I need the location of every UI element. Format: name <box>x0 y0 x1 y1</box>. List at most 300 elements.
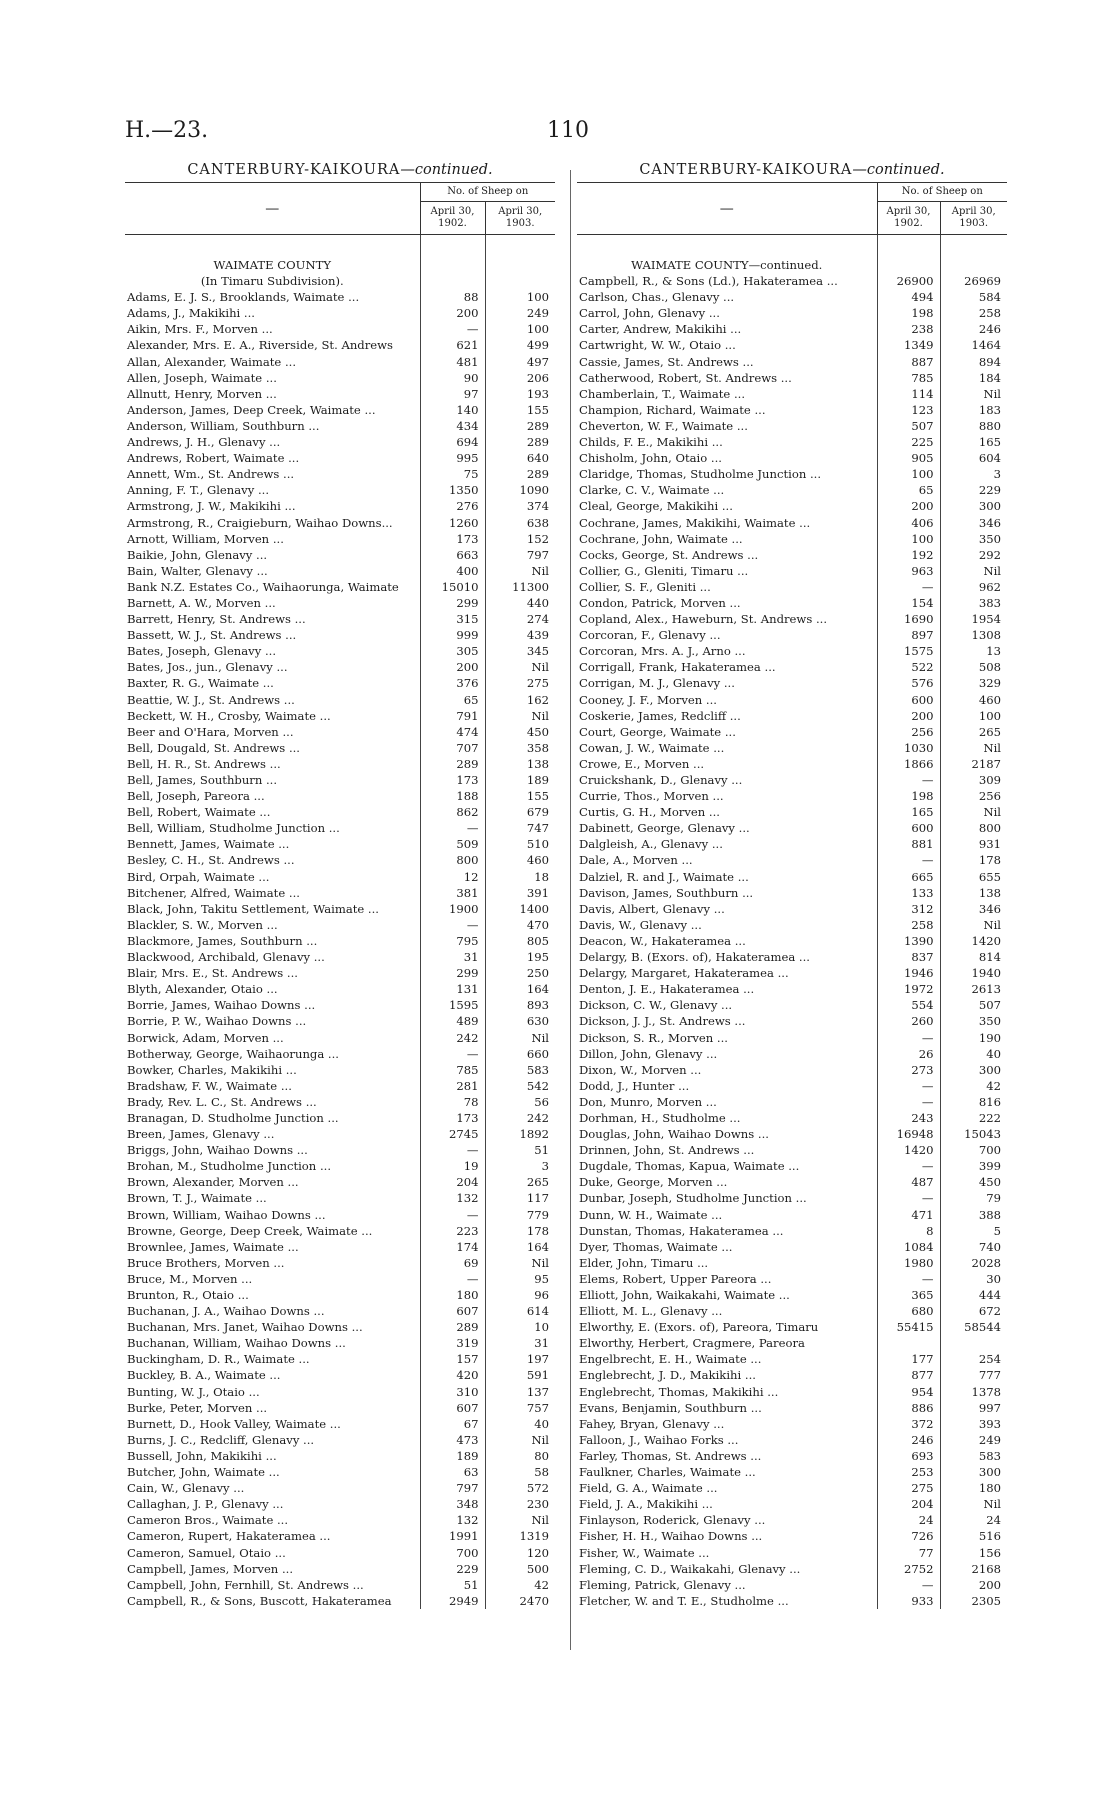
sheep-1902-cell: 707 <box>420 740 485 756</box>
sheep-1902-cell: — <box>420 1271 485 1287</box>
table-row <box>125 1512 555 1528</box>
owner-cell: Collier, S. F., Gleniti ... <box>579 579 711 594</box>
sheep-1903-cell: 393 <box>940 1416 1007 1432</box>
table-row <box>125 1174 555 1190</box>
sheep-1903-cell: 779 <box>485 1207 555 1223</box>
table-row <box>577 563 1007 579</box>
table-row <box>125 418 555 434</box>
sheep-1902-cell: 576 <box>877 675 940 691</box>
table-row <box>125 1593 555 1609</box>
sheep-1902-cell: 897 <box>877 627 940 643</box>
sheep-1903-cell: 510 <box>485 836 555 852</box>
table-row <box>125 708 555 724</box>
sheep-1902-cell: 200 <box>420 659 485 675</box>
sheep-1903-cell: 26969 <box>940 273 1007 289</box>
table-row <box>577 1158 1007 1174</box>
sheep-1902-cell: 133 <box>877 885 940 901</box>
owner-cell: Buchanan, J. A., Waihao Downs ... <box>127 1304 325 1319</box>
table-row <box>577 1255 1007 1271</box>
table-row <box>125 1335 555 1351</box>
owner-cell: Brady, Rev. L. C., St. Andrews ... <box>127 1094 317 1109</box>
sheep-1903-cell: 275 <box>485 675 555 691</box>
sheep-1903-cell: 178 <box>485 1223 555 1239</box>
sheep-1903-cell: 997 <box>940 1400 1007 1416</box>
owner-cell: Corrigan, M. J., Glenavy ... <box>579 676 735 691</box>
sheep-1902-cell: 319 <box>420 1335 485 1351</box>
owner-cell: Childs, F. E., Makikihi ... <box>579 435 723 450</box>
owner-cell: Annett, Wm., St. Andrews ... <box>127 467 295 482</box>
owner-cell: Blair, Mrs. E., St. Andrews ... <box>127 966 298 981</box>
table-row <box>125 675 555 691</box>
owner-cell: Elems, Robert, Upper Pareora ... <box>579 1271 772 1286</box>
sheep-1903-cell: 507 <box>940 997 1007 1013</box>
sheep-1903-cell: 30 <box>940 1271 1007 1287</box>
table-row <box>125 1319 555 1335</box>
sheep-1903-cell: 640 <box>485 450 555 466</box>
sheep-1902-cell: 726 <box>877 1528 940 1544</box>
owner-cell: Dugdale, Thomas, Kapua, Waimate ... <box>579 1159 800 1174</box>
sheep-1903-cell: 184 <box>940 370 1007 386</box>
right-header-group: No. of Sheep on <box>877 183 1007 202</box>
sheep-1902-cell: 243 <box>877 1110 940 1126</box>
sheep-1902-cell: 204 <box>877 1496 940 1512</box>
sheep-1902-cell: 260 <box>877 1013 940 1029</box>
sheep-1903-cell: 100 <box>485 321 555 337</box>
sheep-1902-cell: 165 <box>877 804 940 820</box>
sheep-1902-cell: 299 <box>420 595 485 611</box>
table-row <box>577 949 1007 965</box>
table-row <box>577 1303 1007 1319</box>
table-row <box>577 965 1007 981</box>
sheep-1902-cell: 600 <box>877 820 940 836</box>
sheep-1903-cell: 80 <box>485 1448 555 1464</box>
sheep-1903-cell: Nil <box>940 917 1007 933</box>
table-row <box>577 1480 1007 1496</box>
table-row <box>577 740 1007 756</box>
owner-cell: Bussell, John, Makikihi ... <box>127 1448 277 1463</box>
owner-cell: Falloon, J., Waihao Forks ... <box>579 1432 739 1447</box>
table-row <box>577 1335 1007 1351</box>
sheep-1902-cell: 522 <box>877 659 940 675</box>
table-row <box>125 386 555 402</box>
right-table <box>577 182 1007 1609</box>
table-row <box>577 1319 1007 1335</box>
sheep-1903-cell <box>940 1335 1007 1351</box>
owner-cell: Anning, F. T., Glenavy ... <box>127 483 270 498</box>
table-row <box>125 305 555 321</box>
table-row <box>577 482 1007 498</box>
left-title-suffix: —continued. <box>400 162 493 178</box>
owner-cell: Brohan, M., Studholme Junction ... <box>127 1159 332 1174</box>
owner-cell: Cowan, J. W., Waimate ... <box>579 740 725 755</box>
sheep-1903-cell: 15043 <box>940 1126 1007 1142</box>
sheep-1902-cell: 246 <box>877 1432 940 1448</box>
owner-cell: Bruce Brothers, Morven ... <box>127 1255 285 1270</box>
owner-cell: Blackmore, James, Southburn ... <box>127 933 318 948</box>
owner-cell: Burke, Peter, Morven ... <box>127 1400 268 1415</box>
sheep-1903-cell: 604 <box>940 450 1007 466</box>
table-row <box>577 692 1007 708</box>
owner-cell: Dunstan, Thomas, Hakateramea ... <box>579 1223 784 1238</box>
left-subsection-heading: (In Timaru Subdivision). <box>200 274 344 289</box>
table-row <box>577 354 1007 370</box>
table-row <box>125 1062 555 1078</box>
right-column <box>577 162 1007 1609</box>
table-row <box>577 337 1007 353</box>
table-row <box>577 402 1007 418</box>
owner-cell: Evans, Benjamin, Southburn ... <box>579 1400 762 1415</box>
sheep-1902-cell: 995 <box>420 450 485 466</box>
sheep-1903-cell: 138 <box>940 885 1007 901</box>
sheep-1903-cell: 2187 <box>940 756 1007 772</box>
owner-cell: Callaghan, J. P., Glenavy ... <box>127 1497 284 1512</box>
table-row <box>125 563 555 579</box>
sheep-1902-cell: 192 <box>877 547 940 563</box>
sheep-1903-cell: 614 <box>485 1303 555 1319</box>
table-row <box>577 852 1007 868</box>
table-row <box>125 595 555 611</box>
table-row <box>125 434 555 450</box>
right-title-text: CANTERBURY-KAIKOURA <box>639 162 853 178</box>
sheep-1903-cell: 1378 <box>940 1384 1007 1400</box>
sheep-1903-cell: 250 <box>485 965 555 981</box>
owner-cell: Dabinett, George, Glenavy ... <box>579 821 750 836</box>
table-row <box>125 1190 555 1206</box>
owner-cell: Blackler, S. W., Morven ... <box>127 917 278 932</box>
owner-cell: Armstrong, J. W., Makikihi ... <box>127 499 296 514</box>
owner-cell: Campbell, R., & Sons, Buscott, Hakateramea <box>127 1593 392 1608</box>
sheep-1903-cell: 79 <box>940 1190 1007 1206</box>
sheep-1903-cell: 962 <box>940 579 1007 595</box>
sheep-1902-cell: 693 <box>877 1448 940 1464</box>
owner-cell: Douglas, John, Waihao Downs ... <box>579 1127 769 1142</box>
sheep-1902-cell: 680 <box>877 1303 940 1319</box>
sheep-1902-cell: 420 <box>420 1367 485 1383</box>
left-header-col1: April 30, 1902. <box>420 202 485 235</box>
sheep-1902-cell: 100 <box>877 531 940 547</box>
sheep-1902-cell: 67 <box>420 1416 485 1432</box>
sheep-1903-cell: 162 <box>485 692 555 708</box>
sheep-1903-cell: 289 <box>485 466 555 482</box>
sheep-1902-cell: 700 <box>420 1545 485 1561</box>
owner-cell: Cassie, James, St. Andrews ... <box>579 354 754 369</box>
sheep-1902-cell: — <box>877 579 940 595</box>
sheep-1902-cell: 2949 <box>420 1593 485 1609</box>
table-row <box>125 1367 555 1383</box>
table-row <box>577 434 1007 450</box>
owner-cell: Dickson, S. R., Morven ... <box>579 1030 728 1045</box>
sheep-1903-cell: Nil <box>940 804 1007 820</box>
sheep-1902-cell: 905 <box>877 450 940 466</box>
table-row <box>125 402 555 418</box>
right-title-suffix: —continued. <box>852 162 945 178</box>
table-row <box>125 965 555 981</box>
sheep-1902-cell: 785 <box>877 370 940 386</box>
table-row <box>577 885 1007 901</box>
owner-cell: Cruickshank, D., Glenavy ... <box>579 773 743 787</box>
table-row <box>125 756 555 772</box>
owner-cell: Cain, W., Glenavy ... <box>127 1481 245 1496</box>
table-row <box>577 611 1007 627</box>
sheep-1903-cell: 58 <box>485 1464 555 1480</box>
owner-cell: Cleal, George, Makikihi ... <box>579 499 733 514</box>
table-row <box>125 1223 555 1239</box>
table-row <box>577 1174 1007 1190</box>
sheep-1902-cell: 114 <box>877 386 940 402</box>
table-row <box>125 321 555 337</box>
owner-cell: Brownlee, James, Waimate ... <box>127 1239 299 1254</box>
owner-cell: Chisholm, John, Otaio ... <box>579 451 722 466</box>
sheep-1903-cell: 2305 <box>940 1593 1007 1609</box>
table-row <box>577 1062 1007 1078</box>
sheep-1902-cell: 78 <box>420 1094 485 1110</box>
owner-cell: Dickson, C. W., Glenavy ... <box>579 998 733 1013</box>
owner-cell: Cheverton, W. F., Waimate ... <box>579 418 748 433</box>
sheep-1903-cell: 40 <box>940 1046 1007 1062</box>
owner-cell: Browne, George, Deep Creek, Waimate ... <box>127 1223 373 1238</box>
sheep-1902-cell: 132 <box>420 1512 485 1528</box>
sheep-1903-cell: 180 <box>940 1480 1007 1496</box>
owner-cell: Carrol, John, Glenavy ... <box>579 306 720 321</box>
sheep-1902-cell: 8 <box>877 1223 940 1239</box>
sheep-1903-cell: 256 <box>940 788 1007 804</box>
sheep-1902-cell: 258 <box>877 917 940 933</box>
sheep-1903-cell: 500 <box>485 1561 555 1577</box>
owner-cell: Beattie, W. J., St. Andrews ... <box>127 692 295 707</box>
sheep-1902-cell: — <box>420 820 485 836</box>
table-row <box>125 836 555 852</box>
table-row <box>125 1094 555 1110</box>
sheep-1902-cell: 621 <box>420 337 485 353</box>
table-row <box>125 1303 555 1319</box>
owner-cell: Delargy, Margaret, Hakateramea ... <box>579 966 789 981</box>
sheep-1902-cell: 886 <box>877 1400 940 1416</box>
sheep-1903-cell: 1954 <box>940 611 1007 627</box>
sheep-1902-cell: 90 <box>420 370 485 386</box>
table-row <box>577 531 1007 547</box>
sheep-1903-cell: 300 <box>940 498 1007 514</box>
sheep-1902-cell: — <box>420 1207 485 1223</box>
table-row <box>577 418 1007 434</box>
sheep-1903-cell: 638 <box>485 515 555 531</box>
sheep-1902-cell: 88 <box>420 289 485 305</box>
sheep-1903-cell: 258 <box>940 305 1007 321</box>
owner-cell: Corcoran, F., Glenavy ... <box>579 628 721 643</box>
sheep-1902-cell: 372 <box>877 1416 940 1432</box>
sheep-1902-cell: 471 <box>877 1207 940 1223</box>
owner-cell: Duke, George, Morven ... <box>579 1175 728 1190</box>
sheep-1903-cell: 206 <box>485 370 555 386</box>
sheep-1903-cell: 374 <box>485 498 555 514</box>
sheep-1902-cell: 800 <box>420 852 485 868</box>
sheep-1902-cell: 198 <box>877 788 940 804</box>
table-row <box>577 1046 1007 1062</box>
sheep-1902-cell: 1390 <box>877 933 940 949</box>
sheep-1902-cell: 600 <box>877 692 940 708</box>
sheep-1902-cell: 97 <box>420 386 485 402</box>
sheep-1903-cell: 880 <box>940 418 1007 434</box>
owner-cell: Borwick, Adam, Morven ... <box>127 1030 284 1045</box>
sheep-1903-cell: 10 <box>485 1319 555 1335</box>
sheep-1903-cell: 508 <box>940 659 1007 675</box>
table-row <box>125 692 555 708</box>
sheep-1902-cell: 1946 <box>877 965 940 981</box>
table-row <box>125 1207 555 1223</box>
table-row <box>125 498 555 514</box>
table-row <box>125 1496 555 1512</box>
table-row <box>125 1126 555 1142</box>
table-row <box>577 370 1007 386</box>
sheep-1902-cell: 315 <box>420 611 485 627</box>
right-header-blank: — <box>577 183 877 235</box>
owner-cell: Elworthy, Herbert, Cragmere, Pareora <box>579 1336 805 1351</box>
owner-cell: Curtis, G. H., Morven ... <box>579 805 720 820</box>
sheep-1903-cell: 193 <box>485 386 555 402</box>
table-row <box>125 1046 555 1062</box>
sheep-1902-cell: 55415 <box>877 1319 940 1335</box>
table-row <box>125 885 555 901</box>
table-row <box>125 1464 555 1480</box>
sheep-1903-cell: 178 <box>940 852 1007 868</box>
left-table <box>125 182 555 1609</box>
sheep-1902-cell: 877 <box>877 1367 940 1383</box>
sheep-1902-cell: 1972 <box>877 981 940 997</box>
table-row <box>577 595 1007 611</box>
sheep-1903-cell: Nil <box>940 386 1007 402</box>
sheep-1902-cell: 663 <box>420 547 485 563</box>
sheep-1902-cell: 1420 <box>877 1142 940 1158</box>
owner-cell: Elliott, John, Waikakahi, Waimate ... <box>579 1288 790 1302</box>
owner-cell: Besley, C. H., St. Andrews ... <box>127 853 295 868</box>
sheep-1902-cell: 289 <box>420 1319 485 1335</box>
sheep-1903-cell: 679 <box>485 804 555 820</box>
owner-cell: Arnott, William, Morven ... <box>127 531 284 546</box>
sheep-1903-cell: 230 <box>485 1496 555 1512</box>
sheep-1902-cell: 132 <box>420 1190 485 1206</box>
owner-cell: Denton, J. E., Hakateramea ... <box>579 982 755 997</box>
sheep-1903-cell: 660 <box>485 1046 555 1062</box>
sheep-1902-cell: 51 <box>420 1577 485 1593</box>
sheep-1903-cell: 3 <box>940 466 1007 482</box>
table-row <box>125 917 555 933</box>
table-row <box>577 675 1007 691</box>
table-row <box>125 981 555 997</box>
table-row <box>125 1416 555 1432</box>
table-row <box>125 1158 555 1174</box>
sheep-1902-cell: 174 <box>420 1239 485 1255</box>
sheep-1902-cell: 665 <box>877 869 940 885</box>
owner-cell: Dale, A., Morven ... <box>579 853 693 868</box>
table-row <box>125 1351 555 1367</box>
left-header-blank: — <box>125 183 420 235</box>
table-row <box>577 450 1007 466</box>
owner-cell: Botherway, George, Waihaorunga ... <box>127 1046 339 1061</box>
sheep-1903-cell: 183 <box>940 402 1007 418</box>
sheep-1902-cell: 509 <box>420 836 485 852</box>
table-row <box>125 1528 555 1544</box>
owner-cell: Faulkner, Charles, Waimate ... <box>579 1465 756 1480</box>
sheep-1903-cell: 383 <box>940 595 1007 611</box>
table-row <box>125 820 555 836</box>
owner-cell: Bassett, W. J., St. Andrews ... <box>127 628 297 643</box>
sheep-1902-cell: 487 <box>877 1174 940 1190</box>
sheep-1902-cell: 348 <box>420 1496 485 1512</box>
page-reference: H.—23. <box>125 118 209 143</box>
sheep-1903-cell: 388 <box>940 1207 1007 1223</box>
sheep-1903-cell: 800 <box>940 820 1007 836</box>
owner-cell: Coskerie, James, Redcliff ... <box>579 708 741 723</box>
owner-cell: Burns, J. C., Redcliff, Glenavy ... <box>127 1432 315 1447</box>
sheep-1902-cell: 273 <box>877 1062 940 1078</box>
right-header-col1: April 30, 1902. <box>877 202 940 235</box>
table-row <box>577 1207 1007 1223</box>
owner-cell: Cochrane, John, Waimate ... <box>579 531 743 546</box>
sheep-1903-cell: 399 <box>940 1158 1007 1174</box>
sheep-1903-cell: 439 <box>485 627 555 643</box>
owner-cell: Catherwood, Robert, St. Andrews ... <box>579 370 792 385</box>
owner-cell: Black, John, Takitu Settlement, Waimate ... <box>127 901 379 916</box>
table-row <box>125 370 555 386</box>
sheep-1902-cell: 1980 <box>877 1255 940 1271</box>
table-row <box>577 1448 1007 1464</box>
owner-cell: Bell, Robert, Waimate ... <box>127 805 271 820</box>
sheep-1903-cell: 2470 <box>485 1593 555 1609</box>
right-title <box>577 162 1007 178</box>
table-row <box>125 949 555 965</box>
sheep-1902-cell: 242 <box>420 1030 485 1046</box>
owner-cell: Davis, W., Glenavy ... <box>579 917 702 932</box>
sheep-1903-cell: 164 <box>485 981 555 997</box>
owner-cell: Chamberlain, T., Waimate ... <box>579 386 746 401</box>
owner-cell: Allan, Alexander, Waimate ... <box>127 354 297 369</box>
sheep-1903-cell: 189 <box>485 772 555 788</box>
sheep-1902-cell: 12 <box>420 869 485 885</box>
sheep-1903-cell: 747 <box>485 820 555 836</box>
sheep-1903-cell: 931 <box>940 836 1007 852</box>
table-row <box>577 1271 1007 1287</box>
left-section-heading: WAIMATE COUNTY <box>213 258 331 272</box>
owner-cell: Campbell, R., & Sons (Ld.), Hakateramea ... <box>579 274 838 289</box>
table-row <box>125 869 555 885</box>
owner-cell: Cameron, Rupert, Hakateramea ... <box>127 1529 331 1544</box>
sheep-1903-cell: 1308 <box>940 627 1007 643</box>
owner-cell: Campbell, James, Morven ... <box>127 1561 294 1576</box>
owner-cell: Bell, William, Studholme Junction ... <box>127 821 340 836</box>
owner-cell: Cochrane, James, Makikihi, Waimate ... <box>579 515 811 530</box>
sheep-1903-cell: 120 <box>485 1545 555 1561</box>
table-row <box>577 386 1007 402</box>
table-row <box>577 466 1007 482</box>
sheep-1903-cell: 11300 <box>485 579 555 595</box>
table-row <box>577 1512 1007 1528</box>
table-row <box>577 1110 1007 1126</box>
sheep-1902-cell: 494 <box>877 289 940 305</box>
table-row <box>125 450 555 466</box>
owner-cell: Bell, Dougald, St. Andrews ... <box>127 740 300 755</box>
sheep-1902-cell: 474 <box>420 724 485 740</box>
owner-cell: Briggs, John, Waihao Downs ... <box>127 1143 308 1158</box>
owner-cell: Delargy, B. (Exors. of), Hakateramea ... <box>579 950 810 965</box>
sheep-1902-cell: 1595 <box>420 997 485 1013</box>
sheep-1902-cell: 881 <box>877 836 940 852</box>
table-row <box>125 1448 555 1464</box>
sheep-1902-cell: 77 <box>877 1545 940 1561</box>
owner-cell: Barnett, A. W., Morven ... <box>127 595 276 610</box>
table-row <box>125 788 555 804</box>
table-row <box>125 1384 555 1400</box>
sheep-1902-cell: — <box>877 1190 940 1206</box>
owner-cell: Campbell, John, Fernhill, St. Andrews ... <box>127 1577 364 1592</box>
